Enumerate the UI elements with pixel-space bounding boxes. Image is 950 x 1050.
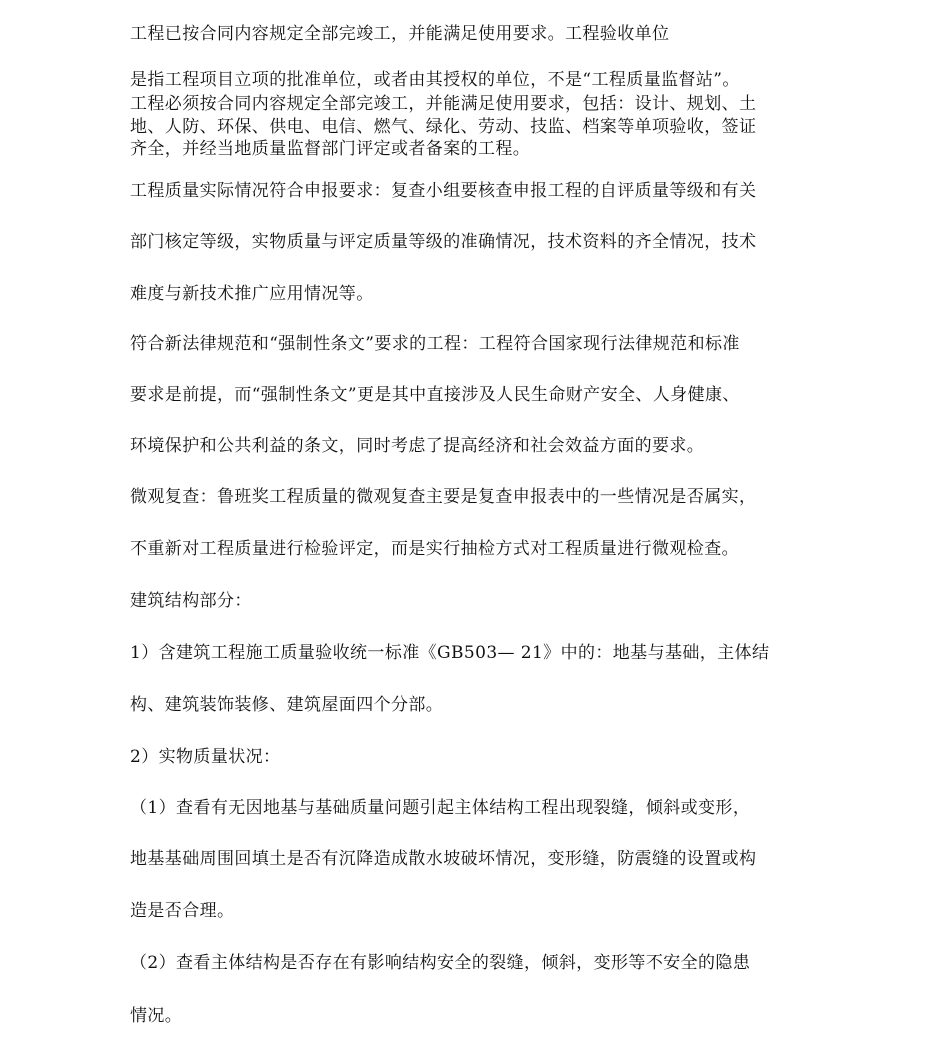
- text-line: 构、建筑装饰装修、建筑屋面四个分部。: [130, 695, 444, 715]
- text-line: 工程已按合同内容规定全部完竣工，并能满足使用要求。工程验收单位: [130, 24, 670, 44]
- section-heading: 建筑结构部分：: [130, 591, 252, 611]
- text-line: 部门核定等级，实物质量与评定质量等级的准确情况，技术资料的齐全情况，技术: [130, 232, 757, 252]
- text-line: 地、人防、环保、供电、电信、燃气、绿化、劳动、技监、档案等单项验收，签证: [130, 117, 757, 137]
- text-line: 地基基础周围回填土是否有沉降造成散水坡破坏情况，变形缝，防震缝的设置或构: [130, 849, 757, 869]
- text-line: 齐全，并经当地质量监督部门评定或者备案的工程。: [130, 139, 531, 159]
- text-line: （1）查看有无因地基与基础质量问题引起主体结构工程出现裂缝，倾斜或变形，: [130, 798, 751, 818]
- text-line: 1）含建筑工程施工质量验收统一标准《GB503— 21》中的：地基与基础，主体结: [130, 643, 770, 663]
- text-line: 是指工程项目立项的批准单位，或者由其授权的单位，不是“工程质量监督站”。: [130, 70, 740, 90]
- text-line: 造是否合理。: [130, 901, 235, 921]
- text-line: 情况。: [130, 1006, 183, 1026]
- text-line: 工程必须按合同内容规定全部完竣工，并能满足使用要求，包括：设计、规划、土: [130, 94, 757, 114]
- text-line: （2）查看主体结构是否存在有影响结构安全的裂缝，倾斜，变形等不安全的隐患: [130, 953, 751, 973]
- text-line: 难度与新技术推广应用情况等。: [130, 284, 374, 304]
- text-line: 符合新法律规范和“强制性条文”要求的工程：工程符合国家现行法律规范和标准: [130, 334, 740, 354]
- text-line: 环境保护和公共利益的条文，同时考虑了提高经济和社会效益方面的要求。: [130, 436, 705, 456]
- text-line: 微观复查：鲁班奖工程质量的微观复查主要是复查申报表中的一些情况是否属实，: [130, 487, 757, 507]
- text-line: 不重新对工程质量进行检验评定，而是实行抽检方式对工程质量进行微观检查。: [130, 539, 739, 559]
- text-line: 工程质量实际情况符合申报要求：复查小组要核查申报工程的自评质量等级和有关: [130, 181, 757, 201]
- text-line: 2）实物质量状况：: [130, 747, 281, 767]
- text-line: 要求是前提，而“强制性条文”更是其中直接涉及人民生命财产安全、人身健康、: [130, 385, 740, 405]
